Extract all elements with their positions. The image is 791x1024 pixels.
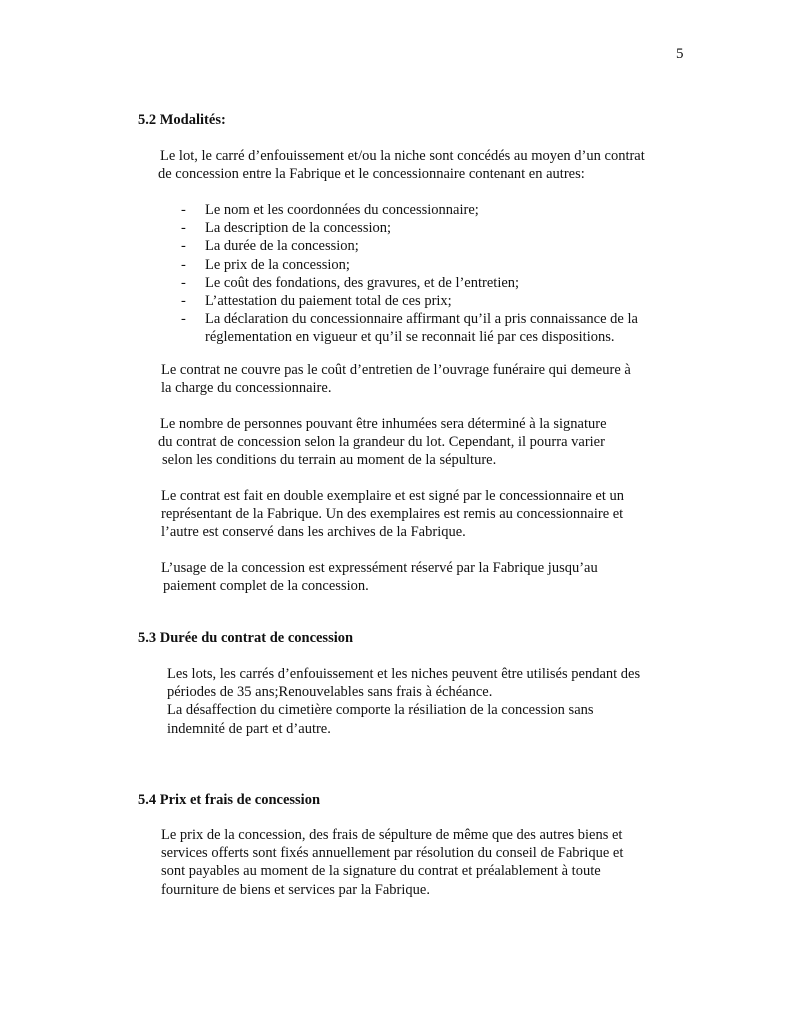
paragraph-line: selon les conditions du terrain au moment de la sépulture. bbox=[162, 452, 497, 469]
list-item-text: La déclaration du concessionnaire affirmant qu’il a pris connaissance de la bbox=[205, 311, 638, 328]
bullet-dash: - bbox=[181, 293, 186, 310]
paragraph-usage bbox=[161, 559, 598, 595]
paragraph-line: représentant de la Fabrique. Un des exemplaires est remis au concessionnaire et bbox=[161, 506, 624, 523]
paragraph-line: sont payables au moment de la signature du contrat et préalablement à toute bbox=[161, 863, 601, 880]
list-item bbox=[181, 274, 638, 292]
paragraph-line: Le lot, le carré d’enfouissement et/ou la niche sont concédés au moyen d’un contrat bbox=[160, 148, 645, 164]
paragraph-prix bbox=[161, 826, 623, 899]
list-item-text: Le coût des fondations, des gravures, et de l’entretien; bbox=[205, 274, 520, 291]
bullet-dash: - bbox=[181, 256, 186, 273]
paragraph-line: de concession entre la Fabrique et le concessionnaire contenant en autres: bbox=[158, 166, 585, 183]
list-item-text: Le prix de la concession; bbox=[205, 256, 350, 273]
paragraph-exemplaire bbox=[161, 487, 624, 542]
list-item-text: La description de la concession; bbox=[205, 220, 392, 237]
paragraph-duree bbox=[167, 665, 640, 738]
list-item-text: Le nom et les coordonnées du concessionnaire; bbox=[205, 202, 479, 218]
paragraph-line: Les lots, les carrés d’enfouissement et les niches peuvent être utilisés pendant des bbox=[167, 666, 641, 682]
section-heading-5-4: 5.4 Prix et frais de concession bbox=[138, 792, 321, 808]
bullet-dash: - bbox=[181, 311, 186, 328]
list-item-text: La durée de la concession; bbox=[205, 238, 359, 255]
list-item bbox=[181, 256, 638, 274]
paragraph-line: paiement complet de la concession. bbox=[163, 578, 369, 595]
paragraph-line: périodes de 35 ans;Renouvelables sans frais à échéance. bbox=[167, 684, 493, 701]
list-item bbox=[181, 219, 638, 237]
list-item bbox=[181, 237, 638, 255]
paragraph-line: La désaffection du cimetière comporte la résiliation de la concession sans bbox=[167, 702, 594, 719]
section-heading-5-2: 5.2 Modalités: bbox=[138, 112, 226, 128]
paragraph-line: Le nombre de personnes pouvant être inhumées sera déterminé à la signature bbox=[160, 416, 607, 432]
paragraph-line: du contrat de concession selon la grandeur du lot. Cependant, il pourra varier bbox=[158, 434, 605, 451]
list-item-text: réglementation en vigueur et qu’il se reconnait lié par ces dispositions. bbox=[205, 329, 615, 346]
bullet-dash: - bbox=[181, 274, 186, 291]
paragraph-personnes bbox=[160, 415, 607, 470]
paragraph-line: la charge du concessionnaire. bbox=[161, 380, 332, 397]
paragraph-line: Le prix de la concession, des frais de sépulture de même que des autres biens et bbox=[161, 827, 623, 843]
bullet-dash: - bbox=[181, 220, 186, 237]
paragraph-line: indemnité de part et d’autre. bbox=[167, 720, 331, 737]
paragraph-intro bbox=[160, 147, 645, 183]
paragraph-entretien bbox=[161, 361, 631, 397]
paragraph-line: Le contrat ne couvre pas le coût d’entretien de l’ouvrage funéraire qui demeure à bbox=[161, 362, 631, 378]
paragraph-line: L’usage de la concession est expressément réservé par la Fabrique jusqu’au bbox=[161, 560, 598, 576]
list-item bbox=[181, 310, 638, 346]
paragraph-line: l’autre est conservé dans les archives de la Fabrique. bbox=[161, 524, 466, 541]
paragraph-line: services offerts sont fixés annuellement par résolution du conseil de Fabrique et bbox=[161, 845, 624, 862]
bullet-dash: - bbox=[181, 202, 186, 218]
list-item bbox=[181, 201, 638, 219]
paragraph-line: Le contrat est fait en double exemplaire et est signé par le concessionnaire et un bbox=[161, 488, 625, 504]
list-item bbox=[181, 292, 638, 310]
page-number: 5 bbox=[676, 46, 684, 62]
bullet-dash: - bbox=[181, 238, 186, 255]
bullet-list bbox=[181, 201, 638, 347]
paragraph-line: fourniture de biens et services par la Fabrique. bbox=[161, 881, 430, 898]
list-item-text: L’attestation du paiement total de ces prix; bbox=[205, 293, 452, 310]
section-heading-5-3: 5.3 Durée du contrat de concession bbox=[138, 630, 354, 646]
